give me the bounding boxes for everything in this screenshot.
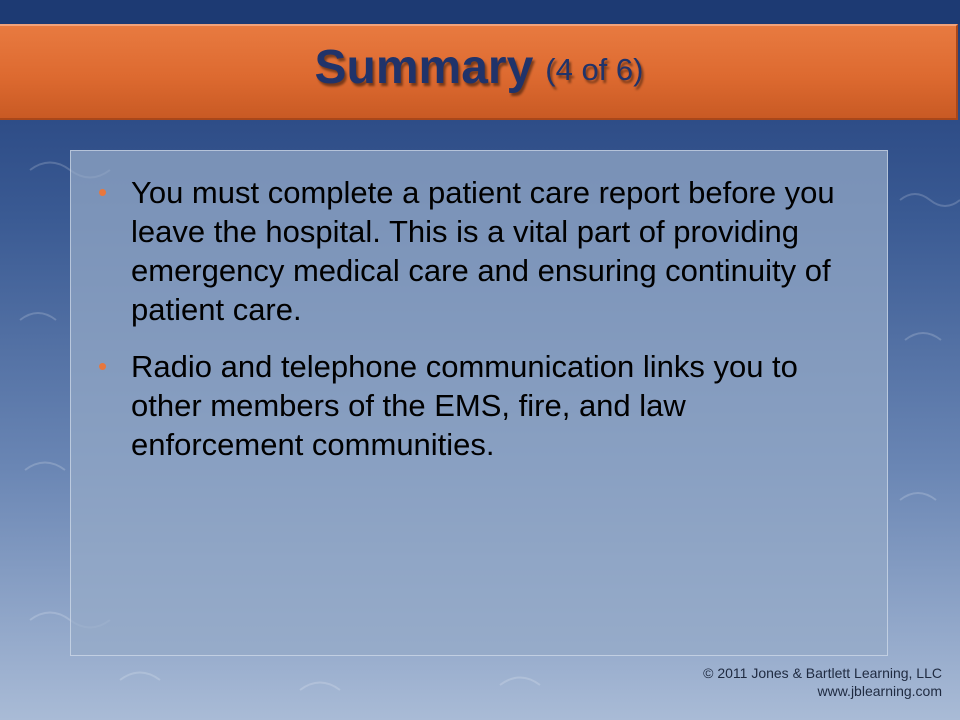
bullet-text: Radio and telephone communication links you to other members of the EMS, fire, and law enforcement communities.	[131, 349, 798, 462]
title-bar	[0, 24, 958, 120]
bullet-icon: •	[98, 177, 108, 207]
copyright-text: © 2011 Jones & Bartlett Learning, LLC	[703, 665, 942, 681]
bullet-text: You must complete a patient care report before you leave the hospital. This is a vital part of providing emergency medical care and ensuring continuity of patient care.	[131, 175, 835, 327]
title-main: Summary	[314, 41, 534, 94]
bullet-icon: •	[98, 351, 108, 381]
bullet-list	[98, 173, 861, 482]
top-band	[0, 0, 960, 24]
website-text: www.jblearning.com	[817, 683, 942, 699]
bullet-item	[98, 173, 861, 329]
bullet-item	[98, 347, 861, 464]
slide-title	[0, 40, 958, 95]
copyright-footer	[703, 664, 942, 700]
content-panel	[70, 150, 888, 656]
title-page-indicator: (4 of 6)	[545, 52, 644, 87]
